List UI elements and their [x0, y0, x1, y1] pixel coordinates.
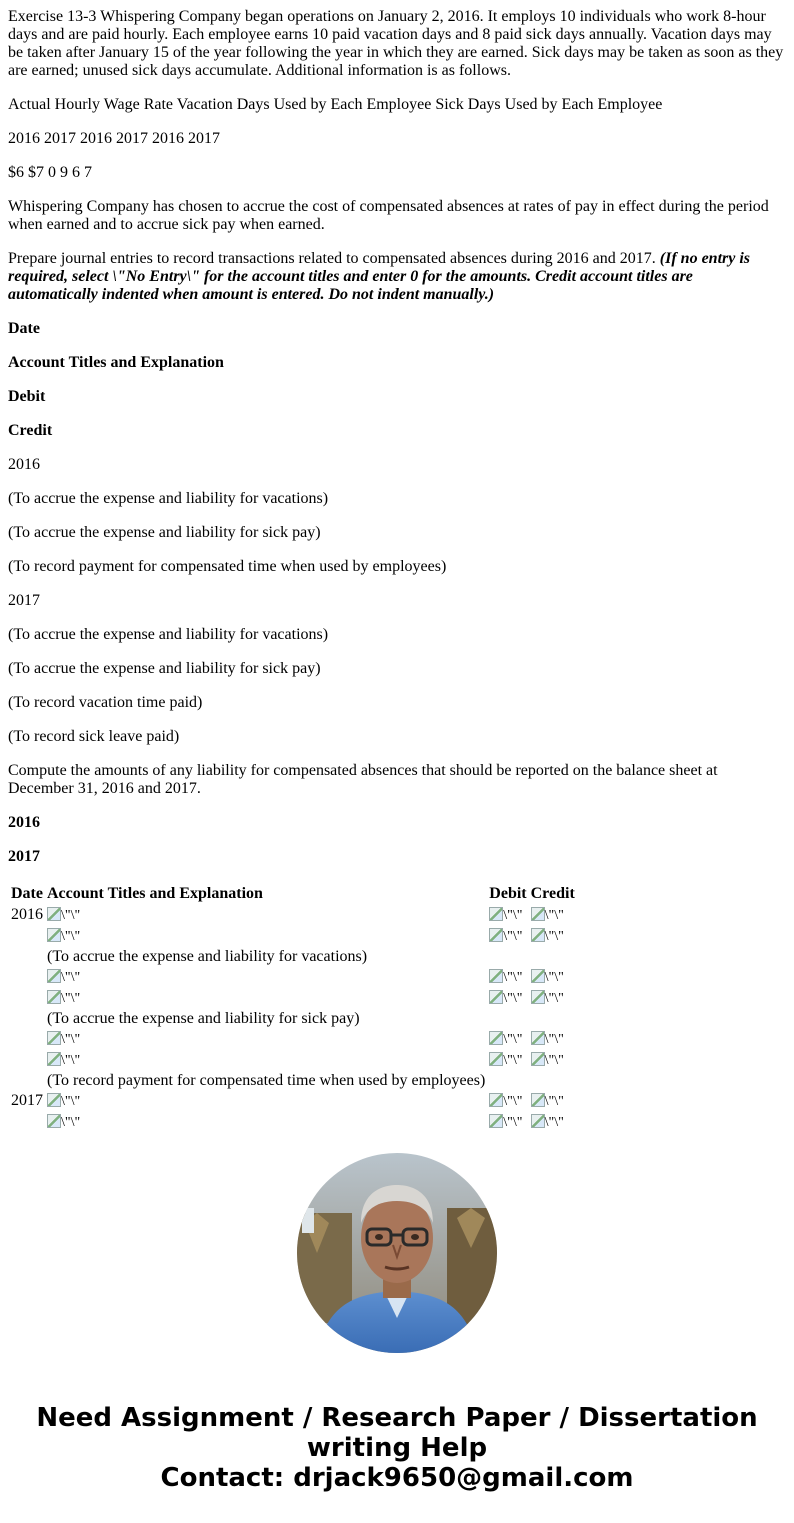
debit-cell[interactable]: [488, 927, 527, 946]
account-cell[interactable]: [46, 927, 486, 946]
account-cell[interactable]: [46, 1113, 486, 1132]
compute-year-2017: 2017: [8, 848, 40, 865]
table-row: [10, 1113, 576, 1132]
intro-paragraph: Exercise 13-3 Whispering Company began operations on January 2, 2016. It employs 10 individuals who work 8-hour days and are paid hourly. Each employee earns 10 paid vacation days and 8 paid sick days annually. Vacation days may be taken after January 15 of the year following the year in which they are earned. Sick days may be taken as soon as they are earned; unused sick days accumulate. Additional information is as follows.: [8, 8, 784, 79]
info-years-line: 2016 2017 2016 2017 2016 2017: [8, 130, 220, 147]
credit-cell[interactable]: [530, 1051, 576, 1070]
debit-cell[interactable]: [488, 906, 527, 925]
account-cell[interactable]: [46, 968, 486, 987]
promo-contact: Contact: drjack9650@gmail.com: [160, 1463, 634, 1493]
col-date: Date: [11, 885, 43, 902]
instruction-text: Prepare journal entries to record transactions related to compensated absences during 2016 and 2017.: [8, 250, 660, 267]
avatar: [297, 1153, 497, 1353]
broken-image-icon[interactable]: \"\": [47, 969, 80, 986]
broken-image-icon[interactable]: \"\": [47, 1031, 80, 1048]
list-vacation-paid: (To record vacation time paid): [8, 694, 203, 711]
heading-credit: Credit: [8, 422, 53, 439]
credit-cell[interactable]: [530, 927, 576, 946]
account-cell[interactable]: [46, 1051, 486, 1070]
promo-line-1: Need Assignment / Research Paper / Dissertation: [36, 1403, 758, 1433]
list-year-2016: 2016: [8, 456, 40, 473]
broken-image-icon[interactable]: \"\": [489, 1052, 522, 1069]
table-row: [10, 906, 576, 925]
list-accrue-vacations-2016: (To accrue the expense and liability for vacations): [8, 490, 329, 507]
broken-image-icon[interactable]: \"\": [47, 990, 80, 1007]
instruction-emphasis: (If no entry is required, select \"No Entry\" for the account titles and enter 0 for the amounts. Credit account titles are automatically indented when amount is entered. Do not indent manually.): [8, 250, 751, 303]
table-row: [10, 1072, 576, 1090]
explanation-cell: (To record payment for compensated time when used by employees): [47, 1072, 486, 1089]
row-date: 2017: [11, 1092, 43, 1109]
broken-image-icon[interactable]: \"\": [489, 1031, 522, 1048]
credit-cell[interactable]: [530, 989, 576, 1008]
list-accrue-sick-2017: (To accrue the expense and liability for sick pay): [8, 660, 321, 677]
list-accrue-sick-2016: (To accrue the expense and liability for sick pay): [8, 524, 321, 541]
broken-image-icon[interactable]: \"\": [531, 907, 564, 924]
debit-cell[interactable]: [488, 1092, 527, 1111]
table-row: [10, 1010, 576, 1028]
table-row: [10, 927, 576, 946]
broken-image-icon[interactable]: \"\": [531, 969, 564, 986]
broken-image-icon[interactable]: \"\": [47, 1114, 80, 1131]
heading-debit: Debit: [8, 388, 46, 405]
policy-paragraph: Whispering Company has chosen to accrue the cost of compensated absences at rates of pay in effect during the period when earned and to accrue sick pay when earned.: [8, 198, 769, 233]
explanation-cell: (To accrue the expense and liability for sick pay): [47, 1010, 360, 1027]
broken-image-icon[interactable]: \"\": [489, 928, 522, 945]
broken-image-icon[interactable]: \"\": [489, 990, 522, 1007]
account-cell[interactable]: [46, 989, 486, 1008]
col-debit: Debit: [489, 885, 527, 902]
account-cell[interactable]: [46, 1092, 486, 1111]
col-account: Account Titles and Explanation: [47, 885, 263, 902]
broken-image-icon[interactable]: \"\": [47, 1052, 80, 1069]
credit-cell[interactable]: [530, 968, 576, 987]
broken-image-icon[interactable]: \"\": [531, 928, 564, 945]
instruction-paragraph: [8, 250, 786, 304]
credit-cell[interactable]: [530, 1092, 576, 1111]
table-row: [10, 1030, 576, 1049]
heading-account-titles: Account Titles and Explanation: [8, 354, 224, 371]
broken-image-icon[interactable]: \"\": [47, 907, 80, 924]
debit-cell[interactable]: [488, 989, 527, 1008]
credit-cell[interactable]: [530, 906, 576, 925]
journal-entry-table: [8, 882, 578, 1134]
broken-image-icon[interactable]: \"\": [531, 990, 564, 1007]
heading-date: Date: [8, 320, 40, 337]
table-row: [10, 1051, 576, 1070]
promo-banner: [0, 1403, 794, 1493]
credit-cell[interactable]: [530, 1030, 576, 1049]
broken-image-icon[interactable]: \"\": [531, 1114, 564, 1131]
list-record-payment-2016: (To record payment for compensated time when used by employees): [8, 558, 447, 575]
tutor-photo: [297, 1153, 497, 1353]
broken-image-icon[interactable]: \"\": [489, 907, 522, 924]
list-accrue-vacations-2017: (To accrue the expense and liability for vacations): [8, 626, 329, 643]
info-header-line: Actual Hourly Wage Rate Vacation Days Used by Each Employee Sick Days Used by Each Employee: [8, 96, 663, 113]
info-values-line: $6 $7 0 9 6 7: [8, 164, 92, 181]
table-row: [10, 948, 576, 966]
broken-image-icon[interactable]: \"\": [531, 1093, 564, 1110]
promo-line-2: writing Help: [306, 1433, 488, 1463]
compute-question: Compute the amounts of any liability for compensated absences that should be reported on the balance sheet at December 31, 2016 and 2017.: [8, 762, 718, 797]
account-cell[interactable]: [46, 906, 486, 925]
credit-cell[interactable]: [530, 1113, 576, 1132]
table-row: [10, 989, 576, 1008]
broken-image-icon[interactable]: \"\": [489, 1093, 522, 1110]
list-year-2017: 2017: [8, 592, 40, 609]
col-credit: Credit: [530, 885, 575, 902]
account-cell[interactable]: [46, 1030, 486, 1049]
debit-cell[interactable]: [488, 1113, 527, 1132]
broken-image-icon[interactable]: \"\": [531, 1031, 564, 1048]
broken-image-icon[interactable]: \"\": [47, 1093, 80, 1110]
debit-cell[interactable]: [488, 1030, 527, 1049]
row-date: 2016: [11, 906, 43, 923]
explanation-cell: (To accrue the expense and liability for vacations): [47, 948, 368, 965]
debit-cell[interactable]: [488, 968, 527, 987]
table-header-row: [10, 884, 576, 904]
compute-year-2016: 2016: [8, 814, 40, 831]
broken-image-icon[interactable]: \"\": [47, 928, 80, 945]
debit-cell[interactable]: [488, 1051, 527, 1070]
table-row: [10, 968, 576, 987]
table-row: [10, 1092, 576, 1111]
broken-image-icon[interactable]: \"\": [489, 969, 522, 986]
broken-image-icon[interactable]: \"\": [531, 1052, 564, 1069]
list-sick-paid: (To record sick leave paid): [8, 728, 180, 745]
broken-image-icon[interactable]: \"\": [489, 1114, 522, 1131]
